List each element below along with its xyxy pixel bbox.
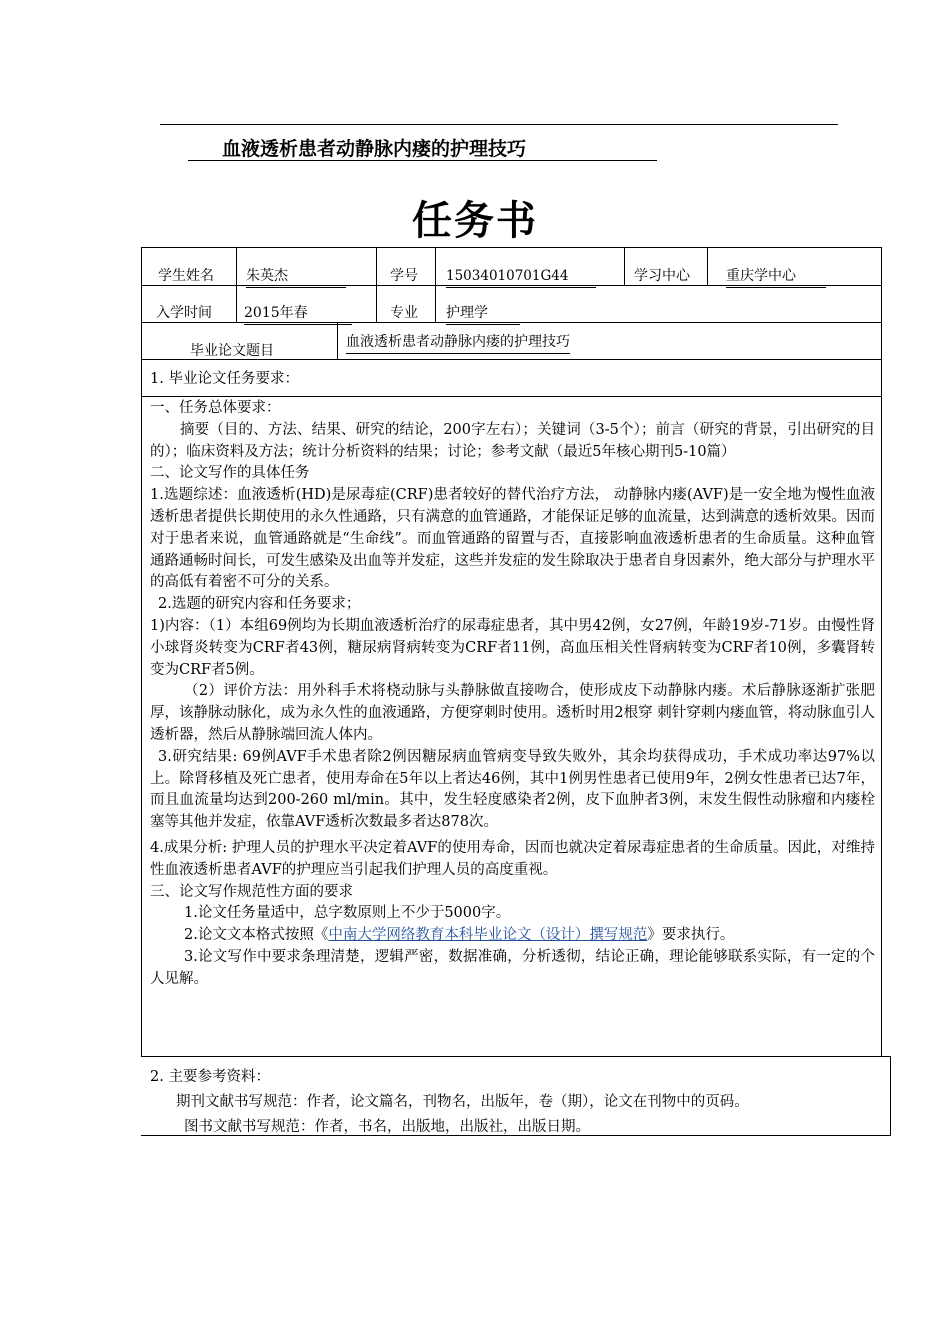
paragraph: 3.论文写作中要求条理清楚，逻辑严密，数据准确，分析透彻，结论正确，理论能够联系实际，有一定的个人见解。 bbox=[150, 948, 875, 987]
format-requirement bbox=[150, 925, 875, 947]
study-center-label: 学习中心 bbox=[634, 268, 690, 284]
paragraph: 1)内容：（1）本组69例均为长期血液透析治疗的尿毒症患者，其中男42例，女27例，年龄19岁-71岁。由慢性肾小球肾炎转变为CRF者43例，糖尿病肾病转变为CRF者11例，高血压相关性肾病转变为CRF者10例，多囊肾转变为CRF者5例。 bbox=[150, 617, 875, 678]
enroll-time-label: 入学时间 bbox=[156, 305, 212, 321]
format-req-prefix: 2.论文文本格式按照《 bbox=[184, 927, 329, 944]
major-value: 护理学 bbox=[446, 303, 520, 325]
thesis-topic-value: 血液透析患者动静脉内瘘的护理技巧 bbox=[346, 332, 570, 354]
paragraph: 二、论文写作的具体任务 bbox=[150, 465, 310, 482]
section1-heading: 1. 毕业论文任务要求： bbox=[150, 371, 299, 387]
document-title-underline bbox=[188, 160, 657, 161]
study-center-value: 重庆学中心 bbox=[726, 266, 826, 288]
journal-citation-rule: 期刊文献书写规范：作者，论文篇名，刊物名，出版年，卷（期），论文在刊物中的页码。 bbox=[176, 1094, 749, 1110]
format-req-suffix: 》要求执行。 bbox=[647, 927, 735, 944]
book-citation-rule: 图书文献书写规范：作者，书名，出版地，出版社，出版日期。 bbox=[184, 1119, 590, 1135]
thesis-topic-label: 毕业论文题目 bbox=[190, 343, 274, 359]
section2-heading: 2. 主要参考资料： bbox=[150, 1069, 270, 1085]
paragraph: （2）评价方法：用外科手术将桡动脉与头静脉做直接吻合，使形成皮下动静脉内瘘。术后静脉逐渐扩张肥厚，该静脉动脉化，成为永久性的血液通路，方便穿刺时使用。透析时用2根穿 刺针穿刺内瘘血管，将动脉血引人透析器，然后从静脉端回流人体内。 bbox=[150, 683, 875, 743]
header-rule bbox=[160, 124, 838, 125]
paragraph: 1.论文任务量适中，总字数原则上不少于5000字。 bbox=[184, 905, 511, 922]
task-requirements-body bbox=[150, 398, 875, 991]
paragraph: 2.选题的研究内容和任务要求； bbox=[158, 596, 361, 613]
writing-standard-link[interactable]: 中南大学网络教育本科毕业论文（设计）撰写规范 bbox=[328, 927, 648, 944]
major-label: 专业 bbox=[390, 305, 418, 321]
enroll-time-value: 2015年春 bbox=[244, 303, 352, 325]
paragraph: 摘要（目的、方法、结果、研究的结论，200字左右）；关键词（3-5个）；前言（研究的背景，引出研究的目的）；临床资料及方法；统计分析资料的结果；讨论；参考文献（最近5年核心期刊5-10篇） bbox=[150, 421, 875, 460]
student-name-value: 朱英杰 bbox=[246, 266, 346, 288]
paragraph: 三、论文写作规范性方面的要求 bbox=[150, 883, 353, 900]
paragraph: 一、任务总体要求： bbox=[150, 400, 281, 416]
document-title: 血液透析患者动静脉内瘘的护理技巧 bbox=[222, 138, 527, 160]
student-id-value: 15034010701G44 bbox=[446, 266, 596, 288]
student-id-label: 学号 bbox=[390, 268, 418, 284]
paragraph: 4.成果分析: 护理人员的护理水平决定着AVF的使用寿命，因而也就决定着尿毒症患者的生命质量。因此，对维持性血液透析患者AVF的护理应当引起我们护理人员的高度重视。 bbox=[150, 839, 875, 878]
student-name-label: 学生姓名 bbox=[158, 268, 214, 284]
paragraph: 3.研究结果: 69例AVF手术患者除2例因糖尿病血管病变导致失败外，其余均获得成功，手术成功率达97%以上。除肾移植及死亡患者，使用寿命在5年以上者达46例，其中1例男性患者已使用9年，2例女性患者已达7年，而且血流量均达到200-260 ml/min。其中，发生轻度感染者2例，皮下血肿者3例，末发生假性动脉瘤和内瘘栓塞等其他并发症，依靠AVF透析次数最多者达878次。 bbox=[150, 748, 875, 831]
task-heading: 任务书 bbox=[412, 197, 538, 244]
paragraph: 1.选题综述：血液透析(HD)是尿毒症(CRF)患者较好的替代治疗方法， 动静脉内瘘(AVF)是一安全地为慢性血液透析患者提供长期使用的永久性通路，只有满意的血管通路，才能保证足够的血流量，达到满意的透析效果。因而对于患者来说，血管通路就是“生命线”。而血管通路的留置与否，直接影响血液透析患者的生命质量。这种血管通路通畅时间长，可发生感染及出血等并发症，这些并发症的发生除取决于患者自身因素外，绝大部分与护理水平的高低有着密不可分的关系。 bbox=[150, 487, 875, 591]
